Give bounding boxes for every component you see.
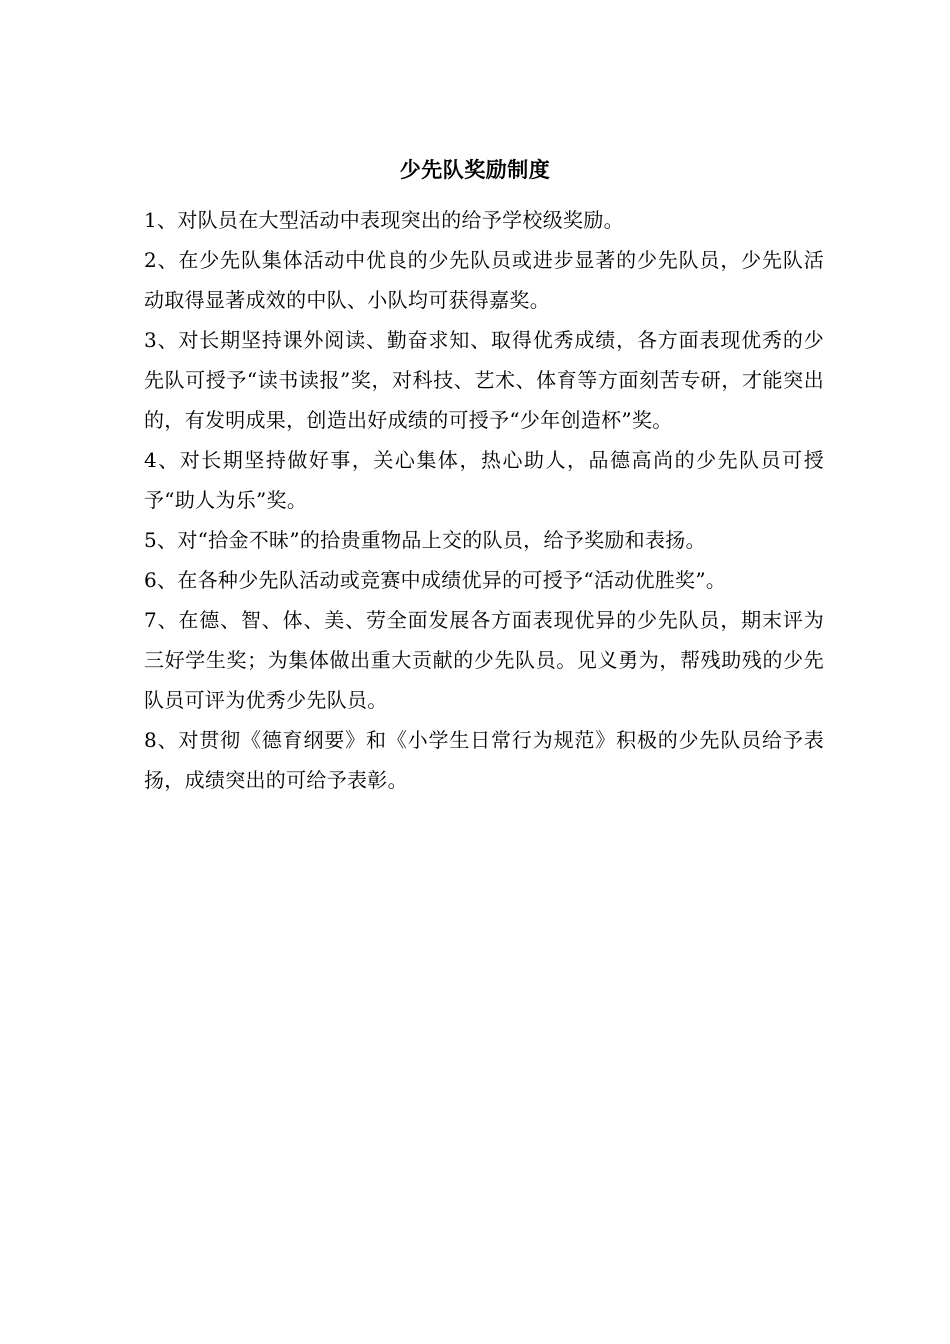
paragraph-1: 1、对队员在大型活动中表现突出的给予学校级奖励。 — [144, 208, 624, 232]
paragraph-4: 4、对长期坚持做好事，关心集体，热心助人，品德高尚的少先队员可授予“助人为乐”奖。 — [144, 448, 824, 512]
paragraph-3: 3、对长期坚持课外阅读、勤奋求知、取得优秀成绩，各方面表现优秀的少先队可授予“读书读报”奖，对科技、艺术、体育等方面刻苦专研，才能突出的，有发明成果，创造出好成绩的可授予“少年创造杯”奖。 — [144, 328, 824, 432]
paragraph-2: 2、在少先队集体活动中优良的少先队员或进步显著的少先队员，少先队活动取得显著成效的中队、小队均可获得嘉奖。 — [144, 248, 824, 312]
paragraph-8: 8、对贯彻《德育纲要》和《小学生日常行为规范》积极的少先队员给予表扬，成绩突出的可给予表彰。 — [144, 728, 824, 792]
document-body — [144, 200, 824, 800]
paragraph-6: 6、在各种少先队活动或竞赛中成绩优异的可授予“活动优胜奖”。 — [144, 568, 727, 592]
page-title: 少先队奖励制度 — [399, 158, 551, 182]
paragraph-5: 5、对“拾金不昧”的拾贵重物品上交的队员，给予奖励和表扬。 — [144, 528, 706, 552]
paragraph-7: 7、在德、智、体、美、劳全面发展各方面表现优异的少先队员，期末评为三好学生奖；为集体做出重大贡献的少先队员。见义勇为，帮残助残的少先队员可评为优秀少先队员。 — [144, 608, 824, 712]
